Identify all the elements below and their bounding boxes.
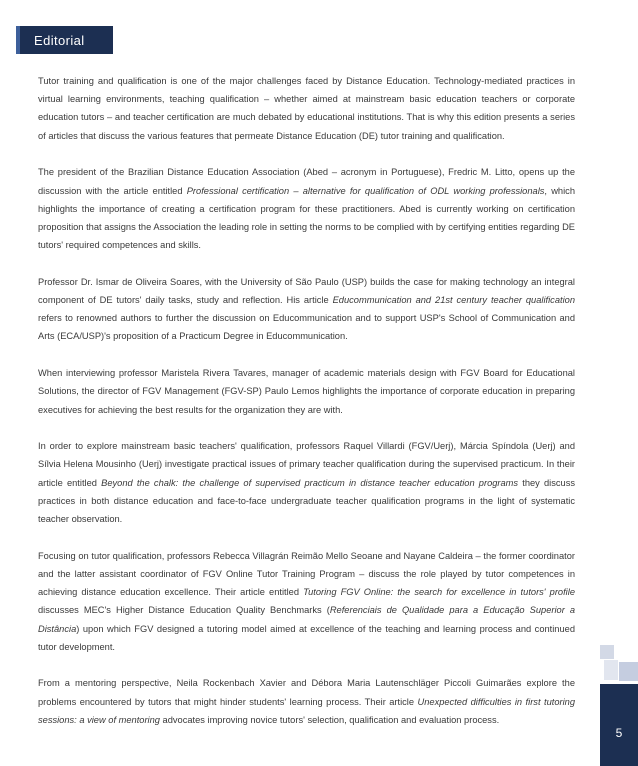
article-title: Tutoring FGV Online: the search for excellence in tutors' profile bbox=[303, 587, 575, 598]
header-accent-bar bbox=[16, 26, 20, 54]
paragraph-text: discusses MEC's Higher Distance Education Quality Benchmarks ( bbox=[38, 605, 330, 616]
document-title: Referenciais de Qualidade para a Educação Superior a Distância bbox=[38, 605, 576, 634]
decorative-square bbox=[619, 662, 638, 681]
paragraph-text: ) upon which FGV designed a tutoring model aimed at excellence of the teaching and learning process and continued tutor development. bbox=[38, 623, 575, 652]
paragraph-text: , which highlights the importance of creating a certification program for these practitioners. Abed is currently working on certification proposition that assigns the Association the leading role in setting the norms to be complied with by certifying entities regarding DE tutors' required competences and skills. bbox=[38, 185, 575, 251]
decorative-square bbox=[600, 645, 614, 659]
paragraph-text: refers to renowned authors to further the discussion on Educommunication and to support USP's School of Communication and Arts (ECA/USP)'s proposition of a Practicum Degree in Educommunication. bbox=[38, 313, 575, 342]
article-title: Unexpected difficulties in first tutoring sessions: a view of mentoring bbox=[38, 696, 575, 725]
paragraph-text: Tutor training and qualification is one of the major challenges faced by Distance Education. Technology-mediated practices in virtual learning environments, teaching qualification – whether aimed at mainstream basic education teachers or corporate education tutors – and teacher certification are much debated by educational institutions. That is why this edition presents a series of articles that discuss the various features that permeate Distance Education (DE) tutor training and qualification. bbox=[38, 76, 575, 141]
paragraph-4 bbox=[38, 364, 575, 419]
paragraph-text: The president of the Brazilian Distance Education Association (Abed – acronym in Portuguese), Fredric M. Litto, opens up the discussion with the article entitled bbox=[38, 167, 575, 196]
paragraph-text: advocates improving novice tutors' selection, qualification and evaluation process. bbox=[159, 714, 500, 725]
page-number-box bbox=[600, 684, 638, 766]
article-title: Beyond the chalk: the challenge of supervised practicum in distance teacher education programs bbox=[101, 477, 519, 488]
paragraph-6 bbox=[38, 547, 575, 656]
page-number: 5 bbox=[615, 726, 623, 740]
paragraph-text: From a mentoring perspective, Neila Rockenbach Xavier and Débora Maria Lautenschläger Piccoli Guimarães explore the problems encountered by tutors that might hinder students' learning process. Their article bbox=[38, 678, 575, 707]
paragraph-5 bbox=[38, 437, 575, 528]
paragraph-1 bbox=[38, 72, 575, 145]
paragraph-text: In order to explore mainstream basic teachers' qualification, professors Raquel Villardi (FGV/Uerj), Márcia Spíndola (Uerj) and Sílvia Helena Mousinho (Uerj) investigate practical issues of primary teacher qualification during the supervised practicum. In their article entitled bbox=[38, 441, 575, 488]
paragraph-text: When interviewing professor Maristela Rivera Tavares, manager of academic materials design with FGV Board for Educational Solutions, the director of FGV Management (FGV-SP) Paulo Lemos highlights the importance of corporate education in preparing executives for achieving the best results for the organization they are with. bbox=[38, 368, 575, 415]
paragraph-2 bbox=[38, 163, 575, 254]
paragraph-7 bbox=[38, 674, 575, 729]
paragraph-text: Professor Dr. Ismar de Oliveira Soares, with the University of São Paulo (USP) builds the case for making technology an integral component of DE tutors' daily tasks, study and reflection. His article bbox=[38, 276, 575, 306]
paragraph-text: they discuss practices in both distance education and face-to-face undergraduate teacher qualification programs in the light of systematic teacher observation. bbox=[38, 477, 575, 525]
editorial-body bbox=[38, 72, 575, 748]
section-title: Editorial bbox=[34, 32, 85, 48]
decorative-square bbox=[604, 660, 618, 680]
section-header bbox=[16, 26, 113, 54]
article-title: Professional certification – alternative for qualification of ODL working professionals bbox=[186, 185, 545, 196]
paragraph-3 bbox=[38, 273, 575, 346]
article-title: Educommunication and 21st century teacher qualification bbox=[332, 295, 575, 306]
paragraph-text: Focusing on tutor qualification, professors Rebecca Villagrán Reimão Mello Seoane and Nayane Caldeira – the former coordinator and the latter assistant coordinator of FGV Online Tutor Training Program – discuss the role played by tutor competences in achieving distance education excellence. Their article entitled bbox=[38, 550, 575, 598]
